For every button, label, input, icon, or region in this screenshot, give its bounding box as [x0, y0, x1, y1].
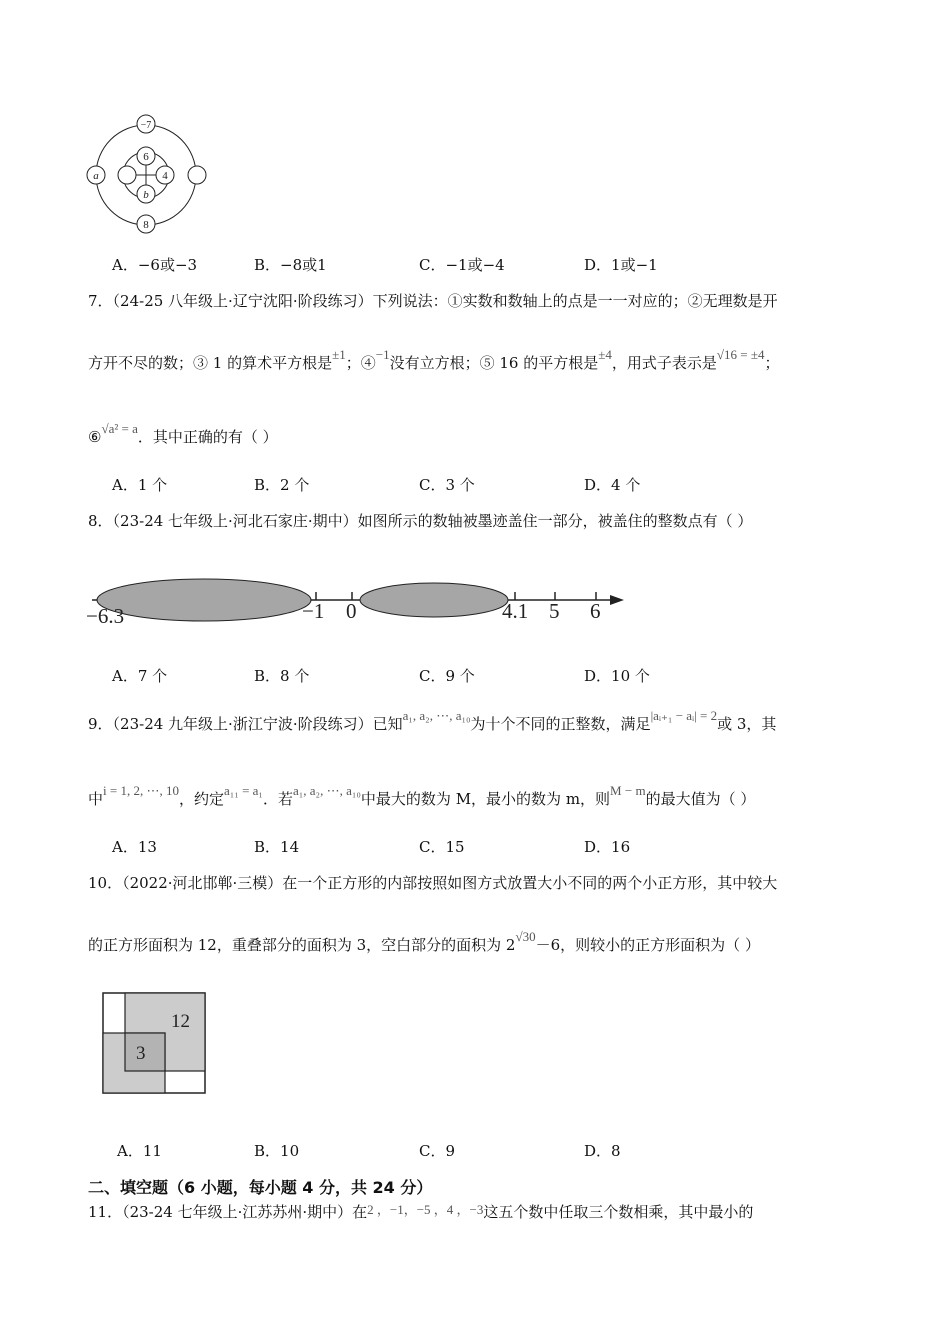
q8-option-a[interactable]: A．7 个 [112, 667, 168, 685]
q11-line1: 11．（23-24 七年级上·江苏苏州·期中）在2 ，−1，−5 ，4 ，−3这五个数中任取三个数相乘，其中最小的 [88, 1202, 754, 1221]
q9-option-d[interactable]: D．16 [584, 838, 631, 856]
q6-option-c[interactable]: C．−1或−4 [419, 256, 505, 274]
q10-option-a[interactable]: A．11 [117, 1142, 162, 1160]
q6-option-a[interactable]: A．−6或−3 [112, 256, 198, 274]
number-line-figure [84, 572, 634, 632]
node-inner-right-label: 4 [162, 170, 168, 182]
q9-line2: 中i = 1, 2, ⋯, 10，约定a₁₁ = a₁．若a₁, a₂, ⋯, a₁₀中最大的数为 M，最小的数为 m，则M − m的最大值为（ ） [88, 783, 756, 808]
overlap-label: 3 [136, 1043, 146, 1064]
q10-line2: 的正方形面积为 12，重叠部分的面积为 3，空白部分的面积为 2√30－6，则较小的正方形面积为（ ） [88, 929, 760, 954]
q6-option-b[interactable]: B．−8或1 [254, 256, 327, 274]
tick-label-neg6-3: −6.3 [86, 604, 125, 628]
ink-blot-left [97, 579, 311, 621]
q10-line1: 10．（2022·河北邯郸·三模）在一个正方形的内部按照如图方式放置大小不同的两个小正方形，其中较大 [88, 874, 778, 892]
node-top-label: −7 [140, 120, 152, 131]
q9-line1: 9．（23-24 九年级上·浙江宁波·阶段练习）已知a₁, a₂, ⋯, a₁₀为十个不同的正整数，满足|aᵢ₊₁ − aᵢ| = 2或 3，其 [88, 708, 777, 733]
node-inner-top-label: 6 [143, 151, 149, 163]
q8-option-c[interactable]: C．9 个 [419, 667, 475, 685]
circle-diagram-figure [84, 112, 214, 236]
q9-option-a[interactable]: A．13 [112, 838, 157, 856]
section-heading: 二、填空题（6 小题，每小题 4 分，共 24 分） [88, 1178, 433, 1197]
q10-option-c[interactable]: C．9 [419, 1142, 456, 1160]
q9-option-c[interactable]: C．15 [419, 838, 465, 856]
q7-line1: 7．（24-25 八年级上·辽宁沈阳·阶段练习）下列说法：①实数和数轴上的点是一一对应的；②无理数是开 [88, 292, 778, 310]
q7-line3: ⑥√a² = a．其中正确的有（ ） [88, 421, 278, 446]
squares-figure [101, 991, 209, 1097]
q8-line1: 8．（23-24 七年级上·河北石家庄·期中）如图所示的数轴被墨迹盖住一部分，被盖住的整数点有（ ） [88, 512, 753, 530]
q8-option-d[interactable]: D．10 个 [584, 667, 650, 685]
big-square-label: 12 [171, 1011, 190, 1032]
tick-label-0: 0 [346, 599, 357, 623]
tick-label-neg1: −1 [302, 599, 325, 623]
q8-option-b[interactable]: B．8 个 [254, 667, 310, 685]
q6-option-d[interactable]: D．1或−1 [584, 256, 658, 274]
q7-option-d[interactable]: D．4 个 [584, 476, 641, 494]
q9-option-b[interactable]: B．14 [254, 838, 300, 856]
node-left-label: a [93, 170, 99, 182]
q10-option-b[interactable]: B．10 [254, 1142, 300, 1160]
q7-option-a[interactable]: A．1 个 [112, 476, 168, 494]
q7-line2: 方开不尽的数；③ 1 的算术平方根是±1；④−1没有立方根；⑤ 16 的平方根是±4，用式子表示是√16 = ±4； [88, 347, 780, 372]
q7-option-b[interactable]: B．2 个 [254, 476, 310, 494]
tick-label-5: 5 [549, 599, 560, 623]
node-inner-bottom-label: b [143, 189, 149, 201]
tick-label-4-1: 4.1 [502, 599, 529, 623]
node-inner-left [118, 166, 136, 184]
node-right [188, 166, 206, 184]
q10-option-d[interactable]: D．8 [584, 1142, 621, 1160]
tick-label-6: 6 [590, 599, 601, 623]
node-bottom-label: 8 [143, 219, 149, 231]
q7-option-c[interactable]: C．3 个 [419, 476, 475, 494]
ink-blot-right [360, 583, 508, 617]
